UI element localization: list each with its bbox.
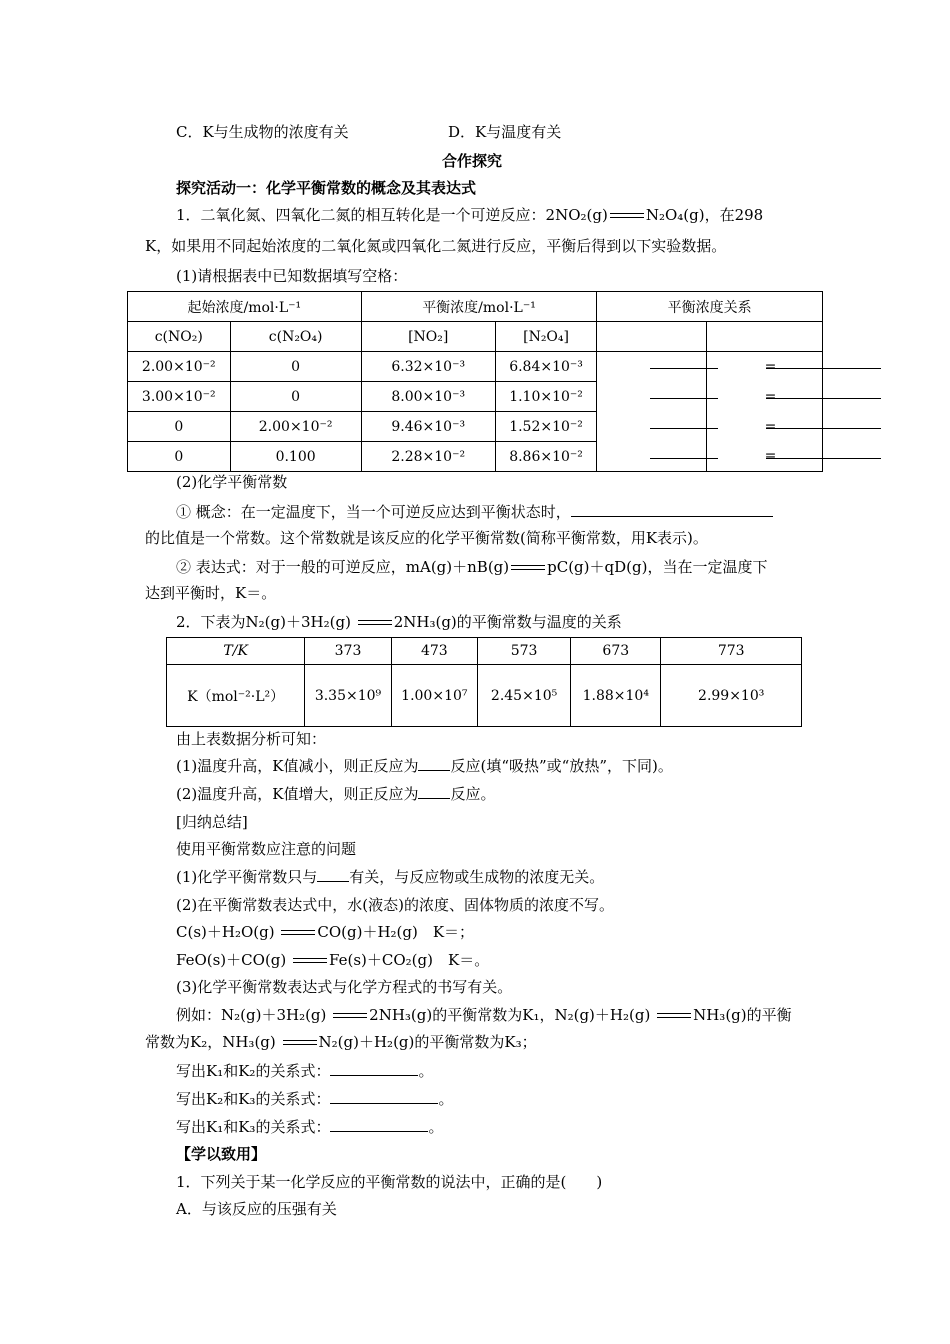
apply-option-a: A．与该反应的压强有关 (176, 1200, 337, 1218)
k-temperature-table (166, 637, 802, 727)
header-initial: 起始浓度/mol·L⁻¹ (128, 292, 362, 322)
cell: 6.32×10⁻³ (361, 352, 495, 382)
blank-line (317, 867, 349, 882)
cell: 3.00×10⁻² (128, 382, 231, 412)
write-k1-k2 (176, 1061, 433, 1081)
eq-text: Fe(s)＋CO₂(g) K＝。 (329, 951, 490, 969)
cell: K（mol⁻²·L²） (167, 665, 305, 727)
blank-line (766, 398, 881, 399)
concept-text: ① 概念：在一定温度下，当一个可逆反应达到平衡状态时， (176, 503, 571, 521)
q2-text-a: 2．下表为N₂(g)＋3H₂(g) (176, 613, 351, 631)
concept-line1 (176, 502, 773, 522)
subheader-c-no2: c(NO₂) (128, 322, 231, 352)
reversible-arrow-icon (610, 211, 644, 221)
sub2-heading: (2)化学平衡常数 (176, 473, 288, 491)
eq-text: C(s)＋H₂O(g) (176, 923, 275, 941)
cell: 2.00×10⁻² (230, 412, 361, 442)
example-text: NH₃(g)的平衡 (693, 1006, 792, 1024)
q1-line1 (176, 205, 763, 225)
blank-line (766, 458, 881, 459)
relation-eq: = (706, 352, 822, 382)
reversible-arrow-icon (358, 618, 392, 628)
cell: 2.45×10⁵ (478, 665, 571, 727)
analysis-text: 反应。 (450, 785, 496, 803)
relation-cell (597, 322, 706, 352)
reversible-arrow-icon (281, 928, 315, 938)
cell: 0 (128, 412, 231, 442)
analysis-text: (1)温度升高，K值减小，则正反应为 (176, 757, 419, 775)
subheader-c-n2o4: c(N₂O₄) (230, 322, 361, 352)
table-row (128, 412, 823, 442)
q2-line (176, 612, 622, 632)
analysis-intro: 由上表数据分析可知： (176, 730, 327, 748)
cell: 9.46×10⁻³ (361, 412, 495, 442)
write-end: 。 (418, 1062, 434, 1080)
blank-line (650, 368, 718, 369)
q1-line2: K，如果用不同起始浓度的二氧化氮或四氧化二氮进行反应，平衡后得到以下实验数据。 (145, 237, 727, 255)
activity-title: 探究活动一：化学平衡常数的概念及其表达式 (176, 179, 477, 197)
write-text: 写出K₁和K₃的关系式： (176, 1118, 331, 1136)
q2-text-b: 2NH₃(g)的平衡常数与温度的关系 (393, 613, 622, 631)
expression-text-a: ② 表达式：对于一般的可逆反应，mA(g)＋nB(g) (176, 558, 510, 576)
eq-text: FeO(s)＋CO(g) (176, 951, 287, 969)
reversible-arrow-icon (283, 1038, 317, 1048)
concept-line2: 的比值是一个常数。这个常数就是该反应的化学平衡常数(简称平衡常数，用K表示)。 (145, 529, 708, 547)
q1-sub1: (1)请根据表中已知数据填写空格： (176, 267, 408, 285)
analysis-text: 反应(填“吸热”或“放热”，下同)。 (450, 757, 673, 775)
cell: 1.00×10⁷ (391, 665, 477, 727)
cell: 0 (128, 442, 231, 472)
cell: 1.88×10⁴ (571, 665, 661, 727)
summary-eq1 (176, 922, 474, 942)
reversible-arrow-icon (511, 563, 545, 573)
analysis-line2 (176, 784, 495, 804)
cell: 6.84×10⁻³ (495, 352, 597, 382)
relation-cell (597, 412, 706, 442)
table-row (128, 382, 823, 412)
cell: 0.100 (230, 442, 361, 472)
cell: 8.86×10⁻² (495, 442, 597, 472)
cell: 473 (391, 638, 477, 665)
summary-p2: (2)在平衡常数表达式中，水(液态)的浓度、固体物质的浓度不写。 (176, 896, 614, 914)
header-equilibrium: 平衡浓度/mol·L⁻¹ (361, 292, 597, 322)
cell: 2.00×10⁻² (128, 352, 231, 382)
option-d: D．K与温度有关 (448, 123, 562, 141)
example-text: 2NH₃(g)的平衡常数为K₁，N₂(g)＋H₂(g) (369, 1006, 651, 1024)
blank-line (766, 368, 881, 369)
relation-cell (706, 322, 822, 352)
header-relation: 平衡浓度关系 (597, 292, 823, 322)
summary-title: 使用平衡常数应注意的问题 (176, 840, 357, 858)
table-row (128, 442, 823, 472)
cell: 1.10×10⁻² (495, 382, 597, 412)
relation-cell (597, 442, 706, 472)
section-title: 合作探究 (442, 152, 503, 170)
write-text: 写出K₁和K₂的关系式： (176, 1062, 331, 1080)
expression-line1 (176, 557, 767, 577)
cell: 373 (305, 638, 391, 665)
blank-line (571, 502, 773, 517)
cell: 0 (230, 382, 361, 412)
example-text: 例如：N₂(g)＋3H₂(g) (176, 1006, 327, 1024)
expression-text-b: pC(g)＋qD(g)，当在一定温度下 (547, 558, 768, 576)
expression-line2: 达到平衡时，K＝。 (145, 584, 277, 602)
blank-line (766, 428, 881, 429)
analysis-line1 (176, 756, 673, 776)
reversible-arrow-icon (293, 956, 327, 966)
analysis-text: (2)温度升高，K值增大，则正反应为 (176, 785, 419, 803)
cell: 2.28×10⁻² (361, 442, 495, 472)
reversible-arrow-icon (333, 1011, 367, 1021)
blank-line (650, 398, 718, 399)
option-c: C．K与生成物的浓度有关 (176, 123, 349, 141)
example-line1 (176, 1005, 792, 1025)
blank-line (330, 1061, 418, 1076)
blank-line (418, 784, 450, 799)
table-row (167, 665, 802, 727)
subheader-n2o4: [N₂O₄] (495, 322, 597, 352)
blank-line (650, 428, 718, 429)
relation-cell (597, 382, 706, 412)
blank-line (330, 1117, 428, 1132)
table-row (128, 352, 823, 382)
eq-text: CO(g)＋H₂(g) K＝； (317, 923, 475, 941)
write-k1-k3 (176, 1117, 443, 1137)
write-k2-k3 (176, 1089, 453, 1109)
example-line2 (145, 1032, 537, 1052)
write-end: 。 (428, 1118, 444, 1136)
summary-text: (1)化学平衡常数只与 (176, 868, 318, 886)
example-text: 常数为K₂，NH₃(g) (145, 1033, 276, 1051)
q1-line1-b: N₂O₄(g)，在298 (645, 206, 764, 224)
reversible-arrow-icon (657, 1011, 691, 1021)
write-end: 。 (438, 1090, 454, 1108)
apply-q1: 1．下列关于某一化学反应的平衡常数的说法中，正确的是( ) (176, 1173, 603, 1191)
cell: 8.00×10⁻³ (361, 382, 495, 412)
relation-eq: = (706, 412, 822, 442)
data-table-no2 (127, 291, 823, 472)
write-text: 写出K₂和K₃的关系式： (176, 1090, 331, 1108)
cell: 3.35×10⁹ (305, 665, 391, 727)
cell: 773 (661, 638, 802, 665)
summary-text: 有关，与反应物或生成物的浓度无关。 (349, 868, 605, 886)
apply-title: 【学以致用】 (176, 1145, 267, 1163)
table-row (167, 638, 802, 665)
cell: 2.99×10³ (661, 665, 802, 727)
summary-p1 (176, 867, 604, 887)
cell: 673 (571, 638, 661, 665)
blank-line (418, 756, 450, 771)
q1-line1-a: 1．二氧化氮、四氧化二氮的相互转化是一个可逆反应：2NO₂(g) (176, 206, 608, 224)
summary-p3: (3)化学平衡常数表达式与化学方程式的书写有关。 (176, 978, 513, 996)
cell: T/K (167, 638, 305, 665)
example-text: N₂(g)＋H₂(g)的平衡常数为K₃； (318, 1033, 537, 1051)
blank-line (330, 1089, 438, 1104)
relation-eq: = (706, 442, 822, 472)
cell: 573 (478, 638, 571, 665)
relation-cell (597, 352, 706, 382)
relation-eq: = (706, 382, 822, 412)
summary-eq2 (176, 950, 489, 970)
cell: 0 (230, 352, 361, 382)
cell: 1.52×10⁻² (495, 412, 597, 442)
blank-line (650, 458, 718, 459)
subheader-no2: [NO₂] (361, 322, 495, 352)
summary-tag: [归纳总结] (176, 813, 248, 831)
